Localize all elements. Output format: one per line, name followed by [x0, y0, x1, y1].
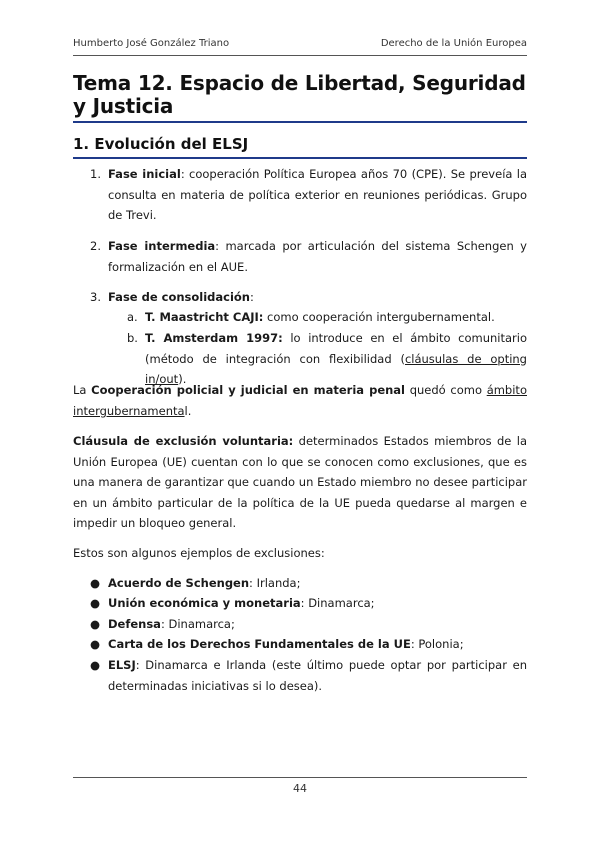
- example-term: Unión económica y monetaria: [108, 596, 301, 610]
- page-number: 44: [293, 782, 307, 795]
- list-item-phase-2: [90, 236, 527, 277]
- list-number: 3.: [90, 290, 101, 304]
- bullet-icon: ●: [90, 576, 101, 590]
- example-term: ELSJ: [108, 658, 136, 672]
- sub-tail: ).: [178, 372, 187, 386]
- bullet-icon: ●: [90, 658, 101, 672]
- list-item-example: [90, 614, 527, 635]
- paragraph-exclusion-clause: [73, 431, 527, 534]
- section-heading: 1. Evolución del ELSJ: [73, 135, 249, 153]
- list-item-example: [90, 593, 527, 614]
- para-text: l.: [184, 403, 192, 418]
- example-text: : Polonia;: [410, 637, 464, 651]
- example-term: Carta de los Derechos Fundamentales de la UE: [108, 637, 411, 651]
- list-item-sub-a: [127, 307, 527, 328]
- bullet-icon: ●: [90, 596, 101, 610]
- para-underline: ámbito intergubernamenta: [73, 383, 527, 418]
- list-item-phase-3: [90, 287, 527, 308]
- footer-divider: [73, 777, 527, 778]
- sub-term: T. Maastricht CAJI:: [145, 310, 264, 324]
- para-text: La: [73, 383, 92, 397]
- bullet-icon: ●: [90, 637, 101, 651]
- list-letter: b.: [127, 331, 138, 345]
- opting-link-text: cláusulas de opting in/out: [145, 351, 527, 386]
- phase-term: Fase de consolidación: [108, 290, 250, 304]
- phase-term: Fase intermedia: [108, 239, 216, 253]
- section-divider: [73, 157, 527, 159]
- example-text: : Dinamarca;: [160, 617, 235, 631]
- paragraph-examples-intro: Estos son algunos ejemplos de exclusiones:: [73, 546, 325, 560]
- example-term: Acuerdo de Schengen: [108, 576, 250, 590]
- page-title: Tema 12. Espacio de Libertad, Seguridad y Justicia: [73, 71, 526, 118]
- phase-term: Fase inicial: [108, 167, 181, 181]
- phase-text: : cooperación Política Europea años 70 (CPE). Se preveía la consulta en materia de política exterior en reuniones periódicas. Grupo de Trevi.: [108, 167, 528, 222]
- list-letter: a.: [127, 310, 138, 324]
- para-bold: Cooperación policial y judicial en materia penal: [91, 383, 406, 397]
- phase-text: : marcada por articulación del sistema Schengen y formalización en el AUE.: [108, 239, 527, 274]
- bullet-icon: ●: [90, 617, 101, 631]
- title-divider: [73, 121, 527, 123]
- list-item-example: [90, 634, 527, 655]
- header-divider: [73, 55, 527, 56]
- example-text: : Dinamarca e Irlanda (este último puede optar por participar en determinadas iniciativas si lo desea).: [108, 658, 527, 693]
- sub-text: como cooperación intergubernamental.: [263, 310, 495, 324]
- para-text: quedó como: [405, 383, 487, 397]
- header-course: Derecho de la Unión Europea: [380, 38, 527, 49]
- para-bold: Cláusula de exclusión voluntaria:: [73, 434, 294, 448]
- example-text: : Dinamarca;: [300, 596, 375, 610]
- sub-text: lo introduce en el ámbito comunitario (método de integración con flexibilidad (: [145, 331, 527, 366]
- list-number: 2.: [90, 239, 101, 253]
- phase-text: :: [250, 290, 254, 304]
- list-number: 1.: [90, 167, 101, 181]
- para-text: determinados Estados miembros de la Unión Europea (UE) cuentan con lo que se conocen como exclusiones, que es una manera de garantizar que cuando un Estado miembro no desee participar en un ámbito particular de la política de la UE pueda quedarse al margen e impedir un bloqueo general.: [73, 434, 527, 530]
- sub-term: T. Amsterdam 1997:: [145, 331, 283, 345]
- list-item-phase-1: [90, 164, 527, 226]
- list-item-example: [90, 655, 527, 696]
- example-text: : Irlanda;: [249, 576, 301, 590]
- paragraph-cooperation: [73, 380, 527, 421]
- header-author: Humberto José González Triano: [73, 38, 230, 49]
- list-item-example: [90, 573, 527, 594]
- example-term: Defensa: [108, 617, 161, 631]
